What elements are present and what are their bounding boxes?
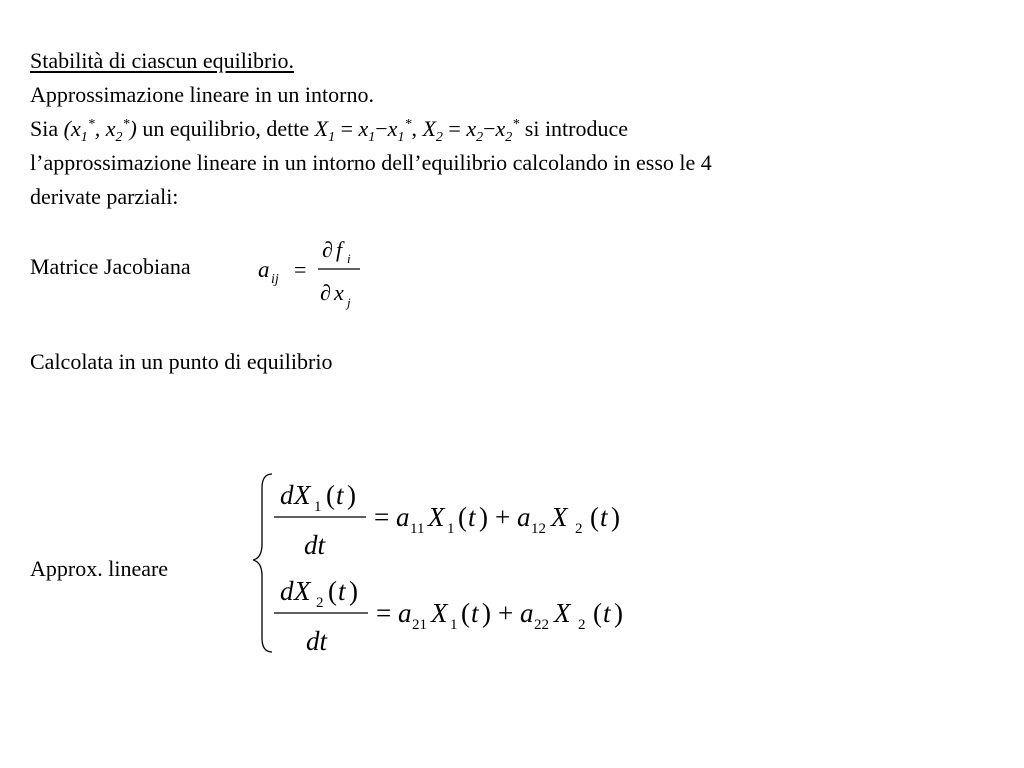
X-var: X	[551, 502, 568, 532]
a-coef: a	[396, 502, 410, 532]
X-sub: 1	[314, 499, 322, 515]
d-symbol: d	[280, 480, 294, 510]
X-sub: 2	[316, 595, 324, 611]
text-introduce: si introduce	[519, 116, 629, 141]
sub-2: 2	[476, 130, 484, 145]
sub-2: 2	[435, 130, 443, 145]
f-sub: i	[347, 251, 351, 266]
paragraph-line-2: l’approssimazione lineare in un intorno dell’equilibrio calcolando in esso le 4	[30, 150, 712, 175]
open-paren: (	[458, 502, 467, 532]
equation-1	[274, 480, 620, 560]
text-equilibrium: un equilibrio, dette	[136, 116, 315, 141]
X-var: X	[428, 502, 445, 532]
close-paren: )	[482, 598, 491, 628]
equals-sign: =	[374, 502, 390, 532]
f-var: f	[336, 237, 343, 262]
open-paren: (	[590, 502, 599, 532]
sub-1: 1	[368, 130, 376, 145]
sub-2: 2	[115, 130, 123, 145]
a-sub: 11	[410, 521, 425, 537]
sub-1: 1	[328, 130, 336, 145]
open-paren: (	[593, 598, 602, 628]
a-coef: a	[520, 598, 534, 628]
definition-X2	[422, 116, 520, 145]
t-var: t	[468, 502, 476, 532]
var-X: X	[314, 116, 329, 141]
var-x1: x	[70, 116, 81, 141]
plus-sign: +	[498, 598, 514, 628]
partial-symbol: ∂	[322, 237, 333, 262]
close-paren: )	[479, 502, 488, 532]
t-var: t	[338, 576, 346, 606]
plus-sign: +	[495, 502, 511, 532]
paragraph-line-3: derivate parziali:	[30, 184, 179, 209]
star: *	[512, 117, 520, 132]
open-paren: (	[461, 598, 470, 628]
a-sub: 22	[534, 617, 549, 633]
a-ij: a	[258, 257, 270, 282]
X-var: X	[431, 598, 448, 628]
open-paren: (	[63, 116, 71, 141]
var-x2: x	[105, 116, 116, 141]
dt: dt	[306, 626, 328, 656]
paragraph-line-1	[30, 112, 628, 146]
text-sia: Sia	[30, 116, 59, 141]
close-paren: )	[611, 502, 620, 532]
equals-sign: =	[376, 598, 392, 628]
dt: dt	[304, 530, 326, 560]
equals: =	[335, 116, 359, 141]
t-var: t	[600, 502, 608, 532]
X-var: X	[554, 598, 571, 628]
var-X: X	[422, 116, 436, 141]
comma: ,	[411, 116, 423, 141]
a-coef: a	[517, 502, 531, 532]
close-paren: )	[349, 576, 358, 606]
definition-X1	[314, 116, 412, 145]
jacobian-label: Matrice Jacobiana	[30, 254, 191, 279]
t-var: t	[471, 598, 479, 628]
system-brace	[253, 474, 272, 652]
comma: ,	[94, 116, 106, 141]
t-var: t	[603, 598, 611, 628]
open-paren: (	[328, 576, 337, 606]
x-sub: j	[347, 295, 351, 310]
X-var: X	[294, 480, 311, 510]
star: *	[87, 117, 95, 132]
d-symbol: d	[280, 576, 294, 606]
x-var: x	[334, 280, 344, 305]
equilibrium-point	[63, 116, 137, 145]
a-sub: 21	[412, 617, 427, 633]
close-paren: )	[129, 116, 137, 141]
slide-heading: Stabilità di ciascun equilibrio.	[30, 48, 294, 73]
calc-label: Calcolata in un punto di equilibrio	[30, 349, 333, 374]
X-var: X	[294, 576, 311, 606]
sub-1: 1	[397, 130, 405, 145]
var-x2: x	[495, 116, 506, 141]
close-paren: )	[347, 480, 356, 510]
t-var: t	[336, 480, 344, 510]
var-x2: x	[466, 116, 477, 141]
star: *	[404, 117, 412, 132]
var-x1: x	[387, 116, 398, 141]
minus: −	[375, 116, 388, 141]
equals: =	[442, 116, 467, 141]
a-sub: 12	[531, 521, 546, 537]
a-ij-sub: ij	[271, 272, 279, 287]
linear-system	[250, 462, 690, 662]
jacobian-formula	[250, 228, 380, 314]
approx-label: Approx. lineare	[30, 556, 169, 581]
a-coef: a	[398, 598, 412, 628]
open-paren: (	[326, 480, 335, 510]
X-sub: 2	[575, 521, 583, 537]
var-x1: x	[358, 116, 369, 141]
X-sub: 1	[447, 521, 455, 537]
minus: −	[483, 116, 496, 141]
X-sub: 1	[450, 617, 458, 633]
partial-symbol: ∂	[320, 280, 331, 305]
sub-1: 1	[80, 130, 88, 145]
equation-2	[274, 576, 623, 656]
slide-subheading: Approssimazione lineare in un intorno.	[30, 82, 374, 107]
sub-2: 2	[505, 130, 513, 145]
close-paren: )	[614, 598, 623, 628]
equals-sign: =	[294, 257, 307, 282]
star: *	[122, 117, 130, 132]
X-sub: 2	[578, 617, 586, 633]
